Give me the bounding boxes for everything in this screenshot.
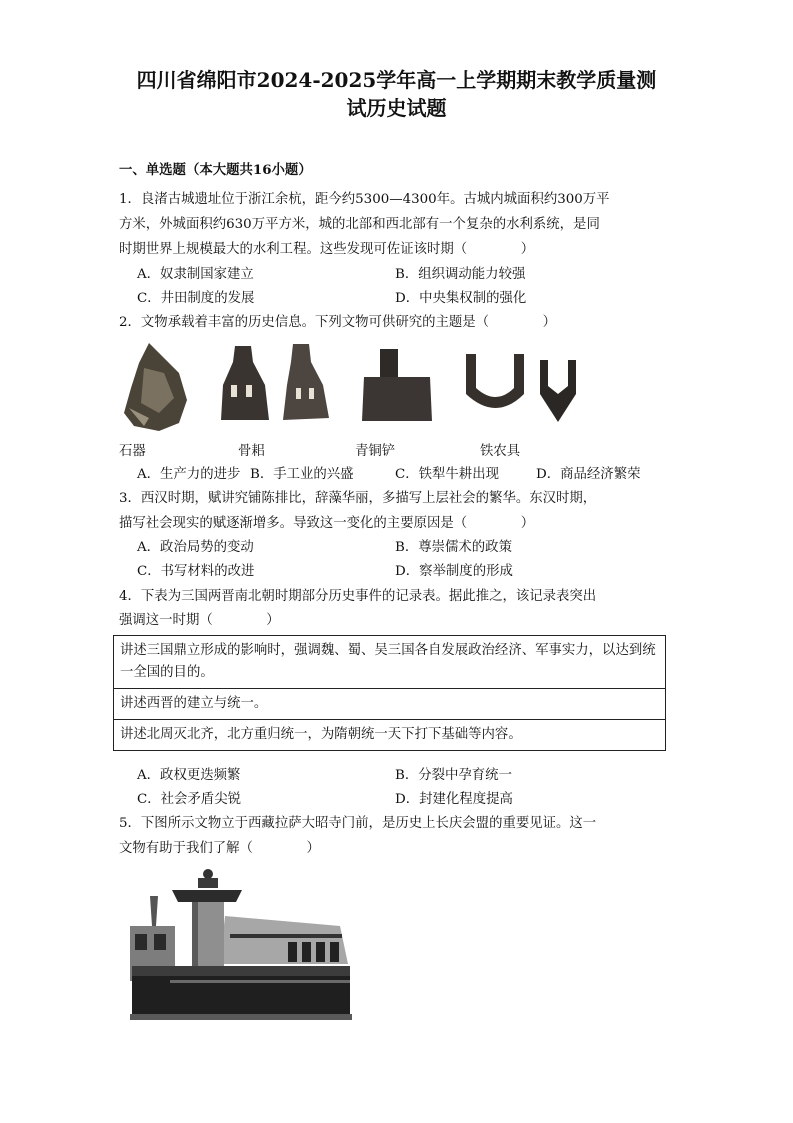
- q1-line-3: 时期世界上规模最大的水利工程。这些发现可佐证该时期（ ）: [119, 242, 535, 257]
- q3-option-c[interactable]: C．书写材料的改进: [137, 564, 255, 579]
- q4-option-d[interactable]: D．封建化程度提高: [395, 792, 513, 807]
- q4-line-2: 强调这一时期（ ）: [119, 613, 280, 628]
- caption-stone-tool: 石器: [119, 444, 146, 459]
- q5-line-2: 文物有助于我们了解（ ）: [119, 841, 320, 856]
- section-heading: 一、单选题（本大题共16小题）: [119, 162, 312, 178]
- tang-tibet-alliance-stele-photo: [130, 866, 352, 1020]
- q3-option-b[interactable]: B．尊崇儒术的政策: [395, 540, 512, 555]
- caption-bone-spade: 骨耜: [238, 444, 265, 459]
- stone-tool-image: [119, 338, 194, 433]
- q1-line-1: 1．良渚古城遗址位于浙江余杭，距今约5300—4300年。古城内城面积约300万平: [119, 192, 610, 207]
- q2-option-c[interactable]: C．铁犁牛耕出现: [395, 467, 499, 482]
- bronze-shovel-image: [358, 345, 438, 425]
- q2-option-b[interactable]: B．手工业的兴盛: [250, 467, 354, 482]
- q2-option-a[interactable]: A．生产力的进步: [137, 467, 241, 482]
- q3-line-2: 描写社会现实的赋逐渐增多。导致这一变化的主要原因是（ ）: [119, 516, 535, 531]
- q1-option-b[interactable]: B．组织调动能力较强: [395, 267, 526, 282]
- q1-option-a[interactable]: A．奴隶制国家建立: [137, 267, 254, 282]
- events-table: [113, 635, 666, 751]
- table-row: 讲述西晋的建立与统一。: [114, 688, 665, 719]
- q3-line-1: 3．西汉时期，赋讲究铺陈排比，辞藻华丽，多描写上层社会的繁华。东汉时期，: [119, 491, 597, 506]
- table-row: 讲述三国鼎立形成的影响时，强调魏、蜀、吴三国各自发展政治经济、军事实力，以达到统一全国的目的。: [120, 643, 656, 680]
- iron-farm-tools-image: [462, 350, 582, 425]
- title-line-1: 四川省绵阳市2024-2025学年高一上学期期末教学质量测: [136, 68, 657, 92]
- q4-line-1: 4．下表为三国两晋南北朝时期部分历史事件的记录表。据此推之，该记录表突出: [119, 589, 597, 604]
- q4-option-c[interactable]: C．社会矛盾尖锐: [137, 792, 241, 807]
- q4-option-a[interactable]: A．政权更迭频繁: [137, 768, 241, 783]
- q5-line-1: 5．下图所示文物立于西藏拉萨大昭寺门前，是历史上长庆会盟的重要见证。这一: [119, 816, 597, 831]
- caption-iron-tools: 铁农具: [480, 444, 521, 459]
- q1-line-2: 方米，外城面积约630万平方米，城的北部和西北部有一个复杂的水利系统，是同: [119, 217, 600, 232]
- q1-option-c[interactable]: C．井田制度的发展: [137, 291, 255, 306]
- q2-stem: 2．文物承载着丰富的历史信息。下列文物可供研究的主题是（ ）: [119, 315, 557, 330]
- title-line-2: 试历史试题: [346, 96, 447, 120]
- q3-option-d[interactable]: D．察举制度的形成: [395, 564, 513, 579]
- caption-bronze-shovel: 青铜铲: [355, 444, 396, 459]
- bone-spade-image: [213, 340, 338, 425]
- q4-option-b[interactable]: B．分裂中孕育统一: [395, 768, 512, 783]
- q2-option-d[interactable]: D．商品经济繁荣: [536, 467, 641, 482]
- q1-option-d[interactable]: D．中央集权制的强化: [395, 291, 527, 306]
- table-row: 讲述北周灭北齐，北方重归统一，为隋朝统一天下打下基础等内容。: [114, 719, 665, 750]
- q3-option-a[interactable]: A．政治局势的变动: [137, 540, 254, 555]
